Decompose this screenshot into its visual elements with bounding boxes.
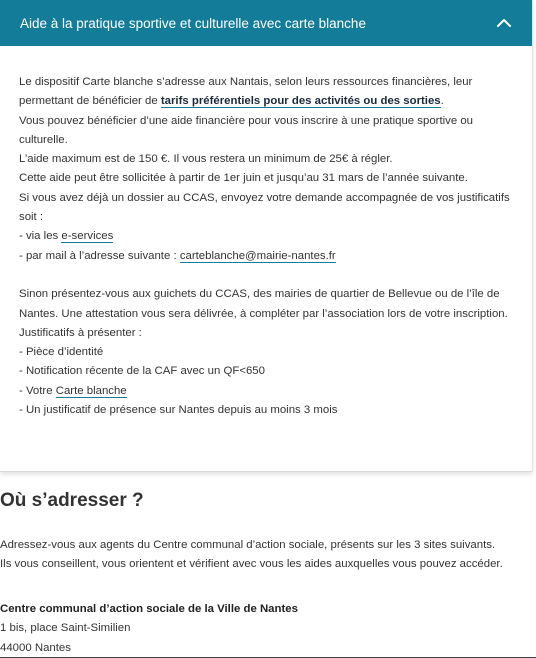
- accordion-content: [19, 73, 524, 420]
- address-street: 1 bis, place Saint-Similien: [0, 622, 131, 635]
- intro-paragraph: [19, 73, 524, 112]
- mail-link[interactable]: carteblanche@mairie-nantes.fr: [179, 249, 336, 262]
- justificatif-item: - Pièce d’identité: [19, 346, 104, 359]
- tarifs-link[interactable]: tarifs préférentiels pour des activités ou des sorties: [160, 95, 441, 108]
- dossier-text: Si vous avez déjà un dossier au CCAS, envoyez votre demande accompagnée de vos justificatifs soit :: [19, 191, 510, 224]
- max-aid-text: L’aide maximum est de 150 €. Il vous restera un minimum de 25€ à régler.: [19, 153, 393, 166]
- mail-prefix: - par mail à l’adresse suivante :: [19, 249, 180, 262]
- section-heading: Où s’adresser ?: [0, 490, 144, 511]
- where-to-go-section: [0, 488, 530, 654]
- section-intro: [0, 536, 530, 575]
- justificatif-item: - Un justificatif de présence sur Nantes depuis au moins 3 mois: [19, 404, 338, 417]
- justificatif-item: - Notification récente de la CAF avec un QF<650: [19, 365, 265, 378]
- accordion-title: Aide à la pratique sportive et culturelle avec carte blanche: [20, 15, 366, 31]
- mail-item: [19, 247, 524, 266]
- aid-text: Vous pouvez bénéficier d’une aide financière pour vous inscrire à une pratique sportive ou culturelle.: [19, 114, 474, 146]
- chevron-up-icon[interactable]: [496, 15, 512, 31]
- intro-end: .: [440, 95, 444, 108]
- address-city: 44000 Nantes: [0, 641, 71, 654]
- eservices-item: [19, 227, 524, 246]
- eservices-prefix: - via les: [19, 230, 62, 243]
- eservices-link[interactable]: e-services: [61, 230, 114, 243]
- spacer: [19, 266, 524, 285]
- organization-name: Centre communal d’action sociale de la Ville de Nantes: [0, 603, 298, 615]
- justificatif-item: [19, 382, 524, 401]
- intro-text: Le dispositif Carte blanche s’adresse aux Nantais, selon leurs ressources financières, leur permettant de bénéficier de: [19, 76, 473, 108]
- guichets-text: Sinon présentez-vous aux guichets du CCAS, des mairies de quartier de Bellevue ou de l’île de Nantes. Une attestation vous sera délivrée, à compléter par l’association lors de votre inscription.: [19, 288, 508, 320]
- justificatifs-title: Justificatifs à présenter :: [19, 326, 142, 339]
- justificatif-prefix: - Votre: [19, 384, 56, 397]
- carte-blanche-link[interactable]: Carte blanche: [55, 384, 127, 397]
- section-line: Adressez-vous aux agents du Centre communal d’action sociale, présents sur les 3 sites suivants.: [0, 539, 496, 551]
- period-text: Cette aide peut être sollicitée à partir de 1er juin et jusqu’au 31 mars de l’année suivante.: [19, 172, 468, 185]
- address-block: [0, 600, 530, 658]
- accordion-header[interactable]: [0, 0, 532, 46]
- section-line: Ils vous conseillent, vous orientent et vérifient avec vous les aides auxquelles vous pouvez accéder.: [0, 558, 503, 571]
